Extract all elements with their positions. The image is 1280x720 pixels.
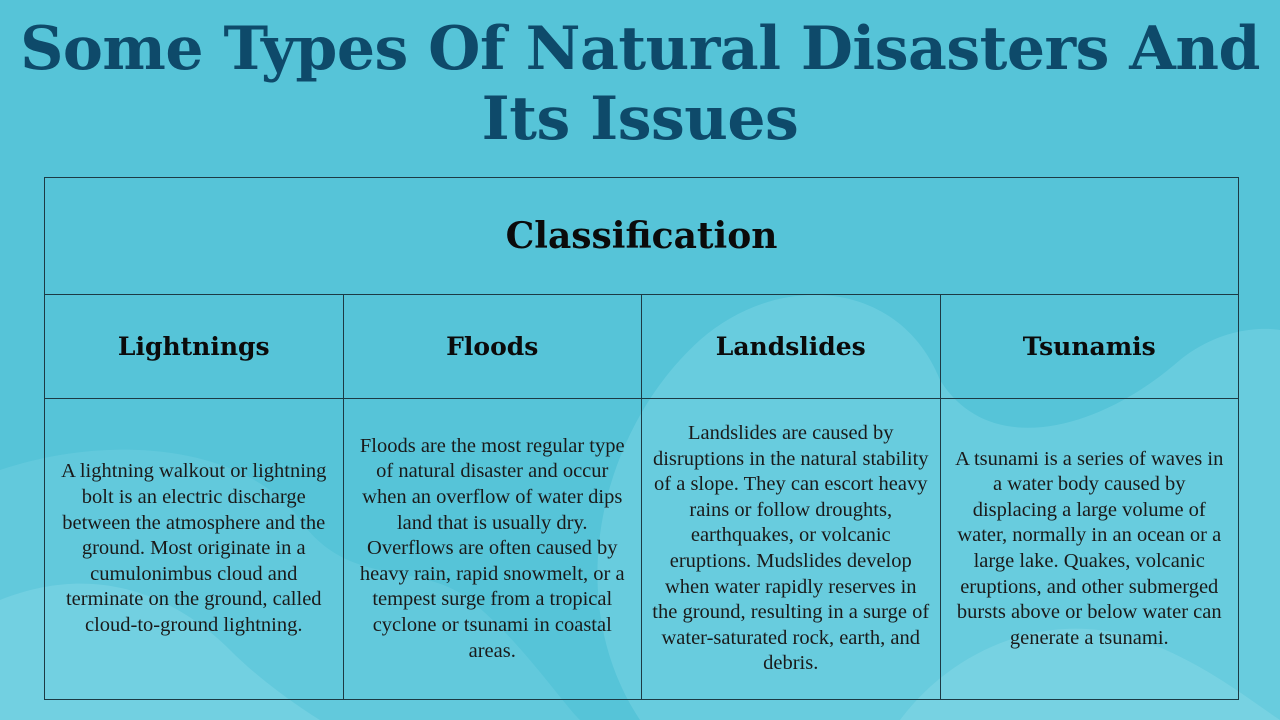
category-tsunamis: Tsunamis	[940, 295, 1239, 399]
description-landslides: Landslides are caused by disruptions in the natural stability of a slope. They can escort heavy rains or follow droughts, earthquakes, or volcanic eruptions. Mudslides develop when water rapidly reserves in the ground, resulting in a surge of water-saturated rock, earth, and debris.	[642, 399, 941, 700]
slide-title: Some Types Of Natural Disasters And Its Issues	[20, 14, 1260, 154]
description-row	[45, 399, 1239, 700]
category-landslides: Landslides	[642, 295, 941, 399]
category-floods: Floods	[343, 295, 642, 399]
description-tsunamis: A tsunami is a series of waves in a water body caused by displacing a large volume of water, normally in an ocean or a large lake. Quakes, volcanic eruptions, and other submerged bursts above or below water can generate a tsunami.	[940, 399, 1239, 700]
classification-table-container	[44, 177, 1239, 700]
category-row	[45, 295, 1239, 399]
table-header-row	[45, 178, 1239, 295]
description-floods: Floods are the most regular type of natural disaster and occur when an overflow of water dips land that is usually dry. Overflows are often caused by heavy rain, rapid snowmelt, or a tempest surge from a tropical cyclone or tsunami in coastal areas.	[343, 399, 642, 700]
classification-table	[44, 177, 1239, 700]
table-header-classification: Classification	[45, 178, 1239, 295]
category-lightnings: Lightnings	[45, 295, 344, 399]
description-lightnings: A lightning walkout or lightning bolt is an electric discharge between the atmosphere and the ground. Most originate in a cumulonimbus cloud and terminate on the ground, called cloud-to-ground lightning.	[45, 399, 344, 700]
